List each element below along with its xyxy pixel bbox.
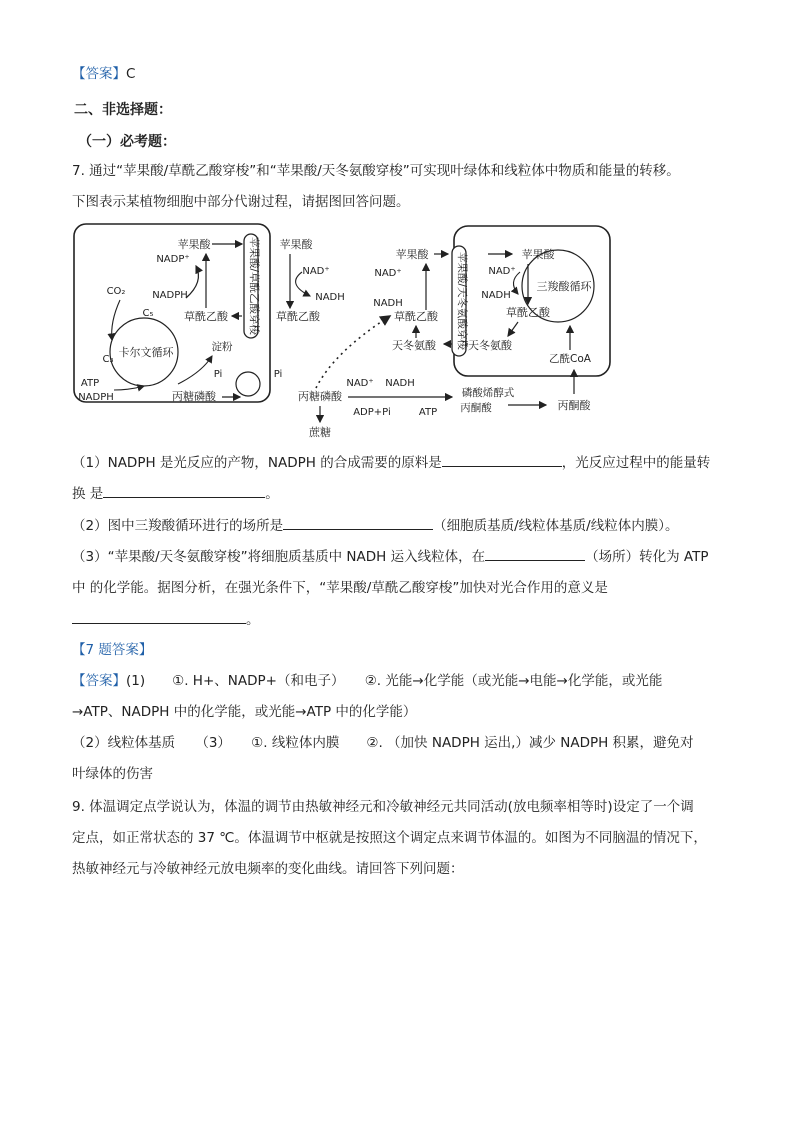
q7-sub3-blank-1[interactable]: [485, 546, 585, 561]
q7-answer-line1-text: (1) ①. H+、NADP+（和电子） ②. 光能→化学能（或光能→电能→化学能，或光能: [126, 673, 663, 689]
q7-sub1-blank-1[interactable]: [442, 452, 562, 467]
c3-label: C₃: [102, 354, 114, 365]
malate-cyto-2: 苹果酸: [395, 248, 429, 261]
q7-sub1b-end: 。: [265, 486, 279, 502]
nadh-glyc: NADH: [385, 378, 415, 389]
pep-label: 磷酸烯醇式: [461, 387, 515, 399]
oaa-cyto-2: 草酰乙酸: [394, 310, 438, 323]
q7-answer-line2: →ATP、NADPH 中的化学能，或光能→ATP 中的化学能）: [72, 704, 417, 720]
q7-sub3a-text: （3）“苹果酸/天冬氨酸穿梭”将细胞质基质中 NADH 运入线粒体，在: [72, 549, 486, 565]
aspartate-cyto: 天冬氨酸: [392, 339, 436, 352]
q7-sub3-line1: [72, 546, 708, 567]
sucrose-label: 蔗糖: [309, 426, 331, 439]
q7-sub1a-text: （1）NADPH 是光反应的产物，NADPH 的合成需要的原料是: [72, 455, 442, 471]
q9-line2: 定点，如正常状态的 37 ℃。体温调节中枢就是按照这个调定点来调节体温的。如图为不同脑温的情况下，: [72, 830, 707, 846]
q9-line1: 9. 体温调定点学说认为，体温的调节由热敏神经元和冷敏神经元共同活动(放电频率相等时)设定了一个调: [72, 799, 694, 815]
nadh-cyto-1: NADH: [315, 292, 345, 303]
q7-sub3-line2: 中 的化学能。据图分析，在强光条件下，“苹果酸/草酰乙酸穿梭”加快对光合作用的意义是: [72, 580, 608, 596]
q7-sub3-line3: [72, 609, 260, 630]
q7-sub3a-end: （场所）转化为 ATP: [585, 549, 709, 565]
pyruvate-label: 丙酮酸: [557, 399, 591, 412]
nadh-cyto-2: NADH: [373, 298, 403, 309]
nadph-chloro: NADPH: [152, 290, 188, 301]
arrow-atp-nadph: [114, 386, 144, 390]
atp-chloro: ATP: [80, 378, 100, 389]
arrow-oaa-asp-mito: [508, 322, 518, 336]
q7-sub1a-end: ，光反应过程中的能量转: [561, 455, 711, 471]
q7-sub2-end: （细胞质基质/线粒体基质/线粒体内膜）。: [433, 518, 679, 534]
shuttle-2-label: 苹果酸/天冬氨酸穿梭: [456, 251, 468, 351]
oaa-cyto-1: 草酰乙酸: [276, 310, 320, 323]
adp-pi-label: ADP+Pi: [353, 407, 391, 418]
q7-sub3c-end: 。: [246, 612, 260, 628]
q7-answer-line1: [72, 671, 662, 691]
nadh-mito: NADH: [481, 290, 511, 301]
oaa-chloro: 草酰乙酸: [184, 310, 228, 323]
q7-sub1-line1: [72, 452, 710, 473]
q7-intro-1: 7. 通过“苹果酸/草酰乙酸穿梭”和“苹果酸/天冬氨酸穿梭”可实现叶绿体和线粒体中物质和能量的转移。: [72, 163, 680, 179]
co2-label: CO₂: [106, 286, 126, 297]
transporter-circle: [236, 372, 260, 396]
answer-tag: 【答案】: [72, 66, 126, 82]
q7-sub1-line2: [72, 483, 279, 504]
pep-pyruvate-label: 丙酮酸: [460, 402, 492, 414]
q7-sub2-blank[interactable]: [283, 515, 433, 530]
nad-plus-cyto-1: NAD⁺: [302, 266, 330, 277]
arrow-nadph-nadp: [186, 266, 198, 298]
q7-sub2-line: [72, 515, 678, 536]
c5-label: C₅: [142, 308, 154, 319]
malate-chloro: 苹果酸: [177, 238, 211, 251]
q7-sub3-blank-2[interactable]: [72, 609, 246, 624]
q7-intro-2: 下图表示某植物细胞中部分代谢过程，请据图回答问题。: [72, 194, 410, 210]
q7-sub1-blank-2[interactable]: [103, 483, 265, 498]
nad-plus-cyto-2: NAD⁺: [374, 268, 402, 279]
aspartate-mito: 天冬氨酸: [468, 339, 512, 352]
q7-sub2-text: （2）图中三羧酸循环进行的场所是: [72, 518, 284, 534]
q7-sub1b-text: 换 是: [72, 486, 104, 502]
nad-plus-glyc: NAD⁺: [346, 378, 374, 389]
subsection-title: （一）必考题：: [78, 134, 176, 150]
section-title: 二、非选择题：: [74, 102, 172, 118]
q7-answer-line3: （2）线粒体基质 （3） ①. 线粒体内膜 ②. （加快 NADPH 运出,）减少 NADPH 积累，避免对: [72, 735, 694, 751]
oaa-mito: 草酰乙酸: [506, 306, 550, 319]
q9-line3: 热敏神经元与冷敏神经元放电频率的变化曲线。请回答下列问题：: [72, 861, 464, 877]
q7-answer-line4: 叶绿体的伤害: [72, 766, 153, 782]
malate-cyto-1: 苹果酸: [279, 238, 313, 251]
starch-label: 淀粉: [211, 341, 233, 353]
acetyl-coa-label: 乙酰CoA: [549, 353, 591, 365]
q7-answer-tag: 【答案】: [72, 673, 126, 689]
nadp-plus-chloro: NADP⁺: [156, 254, 190, 265]
q7-answer-header: 【7 题答案】: [72, 642, 153, 658]
arrow-to-starch: [178, 356, 212, 384]
calvin-label: 卡尔文循环: [118, 346, 174, 359]
atp-glyc: ATP: [418, 407, 438, 418]
triose-p-cyto: 丙糖磷酸: [298, 390, 342, 403]
nadph-light: NADPH: [78, 392, 114, 403]
metabolism-diagram: [72, 222, 672, 444]
answer-value: C: [126, 66, 136, 82]
pi-right: Pi: [273, 369, 283, 380]
malate-mito: 苹果酸: [521, 248, 555, 261]
answer-c-line: [72, 64, 135, 84]
pi-left: Pi: [213, 369, 223, 380]
shuttle-1-label: 苹果酸/草酰乙酸穿梭: [248, 236, 260, 336]
triose-p-chloro: 丙糖磷酸: [172, 390, 216, 403]
tca-label: 三羧酸循环: [536, 280, 592, 293]
nad-plus-mito: NAD⁺: [488, 266, 516, 277]
